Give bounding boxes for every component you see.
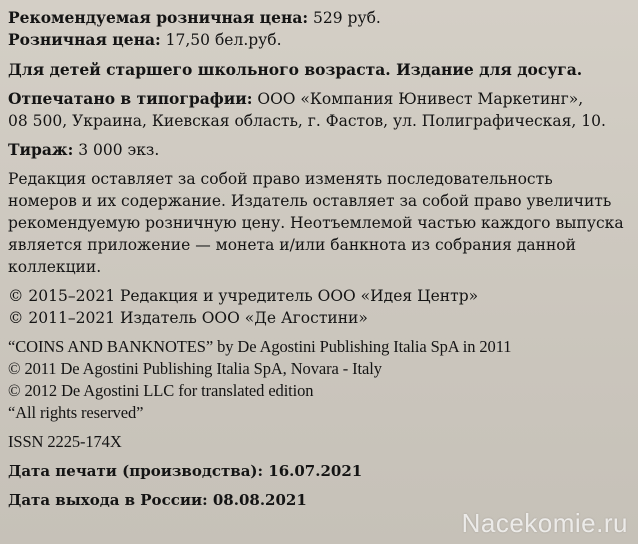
printing-address: 08 500, Украина, Киевская область, г. Фастов, ул. Полиграфическая, 10. bbox=[8, 112, 606, 130]
recommended-price-line bbox=[8, 7, 632, 29]
recommended-price-label: Рекомендуемая розничная цена: bbox=[8, 8, 309, 27]
printing-label: Отпечатано в типографии: bbox=[8, 89, 253, 108]
circulation-value: 3 000 экз. bbox=[73, 141, 160, 159]
copyright-en-line: © 2012 De Agostini LLC for translated edition bbox=[8, 381, 314, 400]
imprint-text bbox=[8, 7, 632, 511]
print-date: Дата печати (производства): 16.07.2021 bbox=[8, 462, 363, 480]
printing-line-1 bbox=[8, 88, 632, 110]
copyright-en-line: “All rights reserved” bbox=[8, 403, 144, 422]
copyright-en-line: “COINS AND BANKNOTES” by De Agostini Publishing Italia SpA in 2011 bbox=[8, 337, 512, 356]
recommended-price-value: 529 руб. bbox=[308, 9, 381, 27]
copyright-editorial: © 2015–2021 Редакция и учредитель ООО «Идея Центр» bbox=[8, 287, 479, 305]
retail-price-value: 17,50 бел.руб. bbox=[160, 31, 282, 49]
retail-price-line bbox=[8, 29, 632, 51]
notice-line: Редакция оставляет за собой право изменять последовательность bbox=[8, 170, 553, 188]
copyright-en-line: © 2011 De Agostini Publishing Italia SpA, Novara - Italy bbox=[8, 359, 382, 378]
circulation-line bbox=[8, 139, 632, 161]
audience-line: Для детей старшего школьного возраста. Издание для досуга. bbox=[8, 60, 583, 79]
release-date: Дата выхода в России: 08.08.2021 bbox=[8, 491, 307, 509]
copyright-publisher: © 2011–2021 Издатель ООО «Де Агостини» bbox=[8, 309, 368, 327]
notice-line: является приложение — монета и/или банкнота из собрания данной bbox=[8, 236, 576, 254]
notice-line: коллекции. bbox=[8, 258, 102, 276]
watermark-text: Nacekomie.ru bbox=[461, 508, 628, 538]
issn: ISSN 2225-174X bbox=[8, 432, 122, 451]
notice-line: рекомендуемую розничную цену. Неотъемлемой частью каждого выпуска bbox=[8, 214, 624, 232]
retail-price-label: Розничная цена: bbox=[8, 30, 161, 49]
notice-line: номеров и их содержание. Издатель оставляет за собой право увеличить bbox=[8, 192, 612, 210]
circulation-label: Тираж: bbox=[8, 140, 74, 159]
printing-company: ООО «Компания Юнивест Маркетинг», bbox=[252, 90, 584, 108]
